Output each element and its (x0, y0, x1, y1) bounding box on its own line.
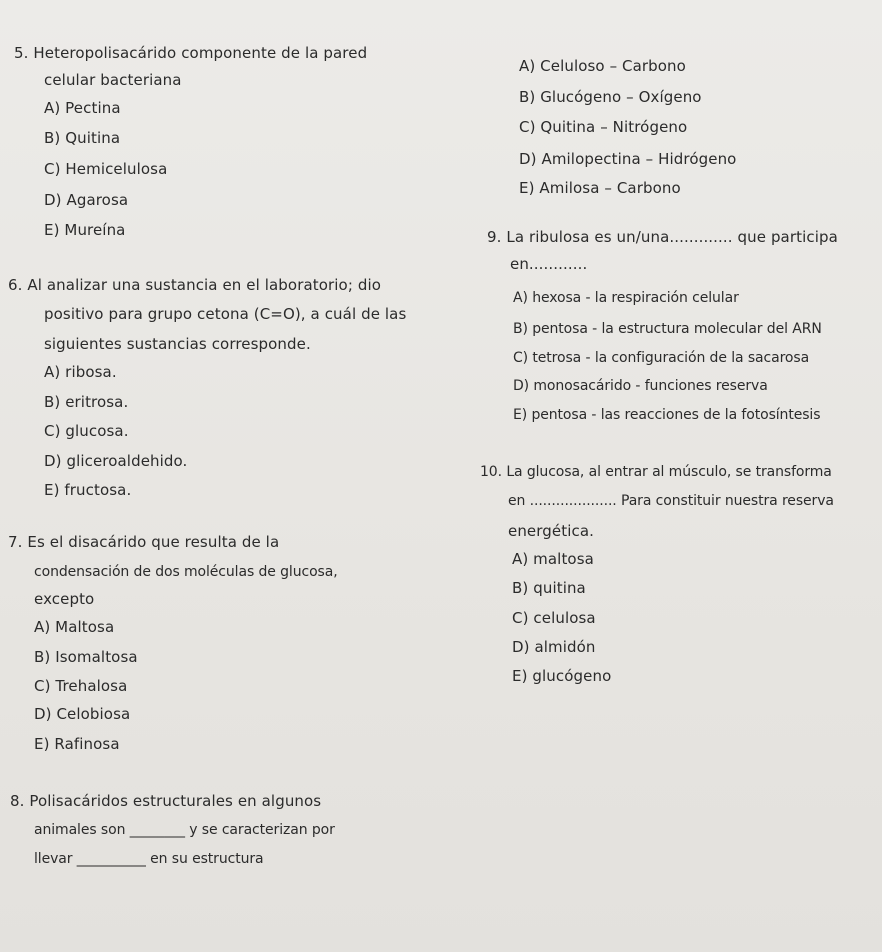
q5-option-d: D) Agarosa (44, 191, 129, 209)
q9-option-c: C) tetrosa - la configuración de la sacarosa (513, 350, 810, 366)
q5-option-a: A) Pectina (44, 99, 121, 117)
q6-option-b: B) eritrosa. (44, 393, 129, 411)
q9-option-d: D) monosacárido - funciones reserva (513, 378, 768, 394)
q10-option-a: A) maltosa (512, 550, 594, 568)
q7-stem-line1: 7. Es el disacárido que resulta de la (8, 533, 280, 551)
q7-option-d: D) Celobiosa (34, 705, 131, 723)
q7-stem-line3: excepto (34, 590, 95, 608)
q6-option-a: A) ribosa. (44, 363, 117, 381)
q10-option-e: E) glucógeno (512, 667, 612, 685)
q6-option-e: E) fructosa. (44, 481, 132, 499)
q7-option-e: E) Rafinosa (34, 735, 120, 753)
q7-option-b: B) Isomaltosa (34, 648, 138, 666)
q7-option-a: A) Maltosa (34, 618, 115, 636)
q9-stem-line2: en............ (510, 255, 588, 273)
q5-stem-line1: 5. Heteropolisacárido componente de la pared (14, 44, 368, 62)
q5-option-c: C) Hemicelulosa (44, 160, 168, 178)
pairs-option-b: B) Glucógeno – Oxígeno (519, 88, 702, 106)
q8-stem-line2: animales son ________ y se caracterizan por (34, 822, 335, 838)
q9-option-a: A) hexosa - la respiración celular (513, 290, 739, 306)
q6-option-c: C) glucosa. (44, 422, 129, 440)
pairs-option-c: C) Quitina – Nitrógeno (519, 118, 688, 136)
q10-stem-line1: 10. La glucosa, al entrar al músculo, se transforma (480, 464, 832, 480)
pairs-option-a: A) Celuloso – Carbono (519, 57, 686, 75)
q5-option-e: E) Mureína (44, 221, 126, 239)
q5-option-b: B) Quitina (44, 129, 121, 147)
q6-stem-line3: siguientes sustancias corresponde. (44, 335, 311, 353)
pairs-option-d: D) Amilopectina – Hidrógeno (519, 150, 737, 168)
q9-option-e: E) pentosa - las reacciones de la fotosíntesis (513, 407, 821, 423)
q9-option-b: B) pentosa - la estructura molecular del ARN (513, 321, 822, 337)
q5-stem-line2: celular bacteriana (44, 71, 182, 89)
q6-option-d: D) gliceroaldehido. (44, 452, 188, 470)
q10-option-b: B) quitina (512, 579, 586, 597)
q10-option-d: D) almidón (512, 638, 596, 656)
q10-option-c: C) celulosa (512, 609, 596, 627)
q6-stem-line2: positivo para grupo cetona (C=O), a cuál de las (44, 305, 407, 323)
q8-stem-line3: llevar __________ en su estructura (34, 851, 264, 867)
q6-stem-line1: 6. Al analizar una sustancia en el laboratorio; dio (8, 276, 382, 294)
q7-stem-line2: condensación de dos moléculas de glucosa, (34, 564, 338, 580)
q10-stem-line2: en .................... Para constituir nuestra reserva (508, 493, 834, 509)
pairs-option-e: E) Amilosa – Carbono (519, 179, 681, 197)
q7-option-c: C) Trehalosa (34, 677, 128, 695)
q10-stem-line3: energética. (508, 522, 594, 540)
q9-stem-line1: 9. La ribulosa es un/una............. que participa (487, 228, 838, 246)
q8-stem-line1: 8. Polisacáridos estructurales en algunos (10, 792, 322, 810)
